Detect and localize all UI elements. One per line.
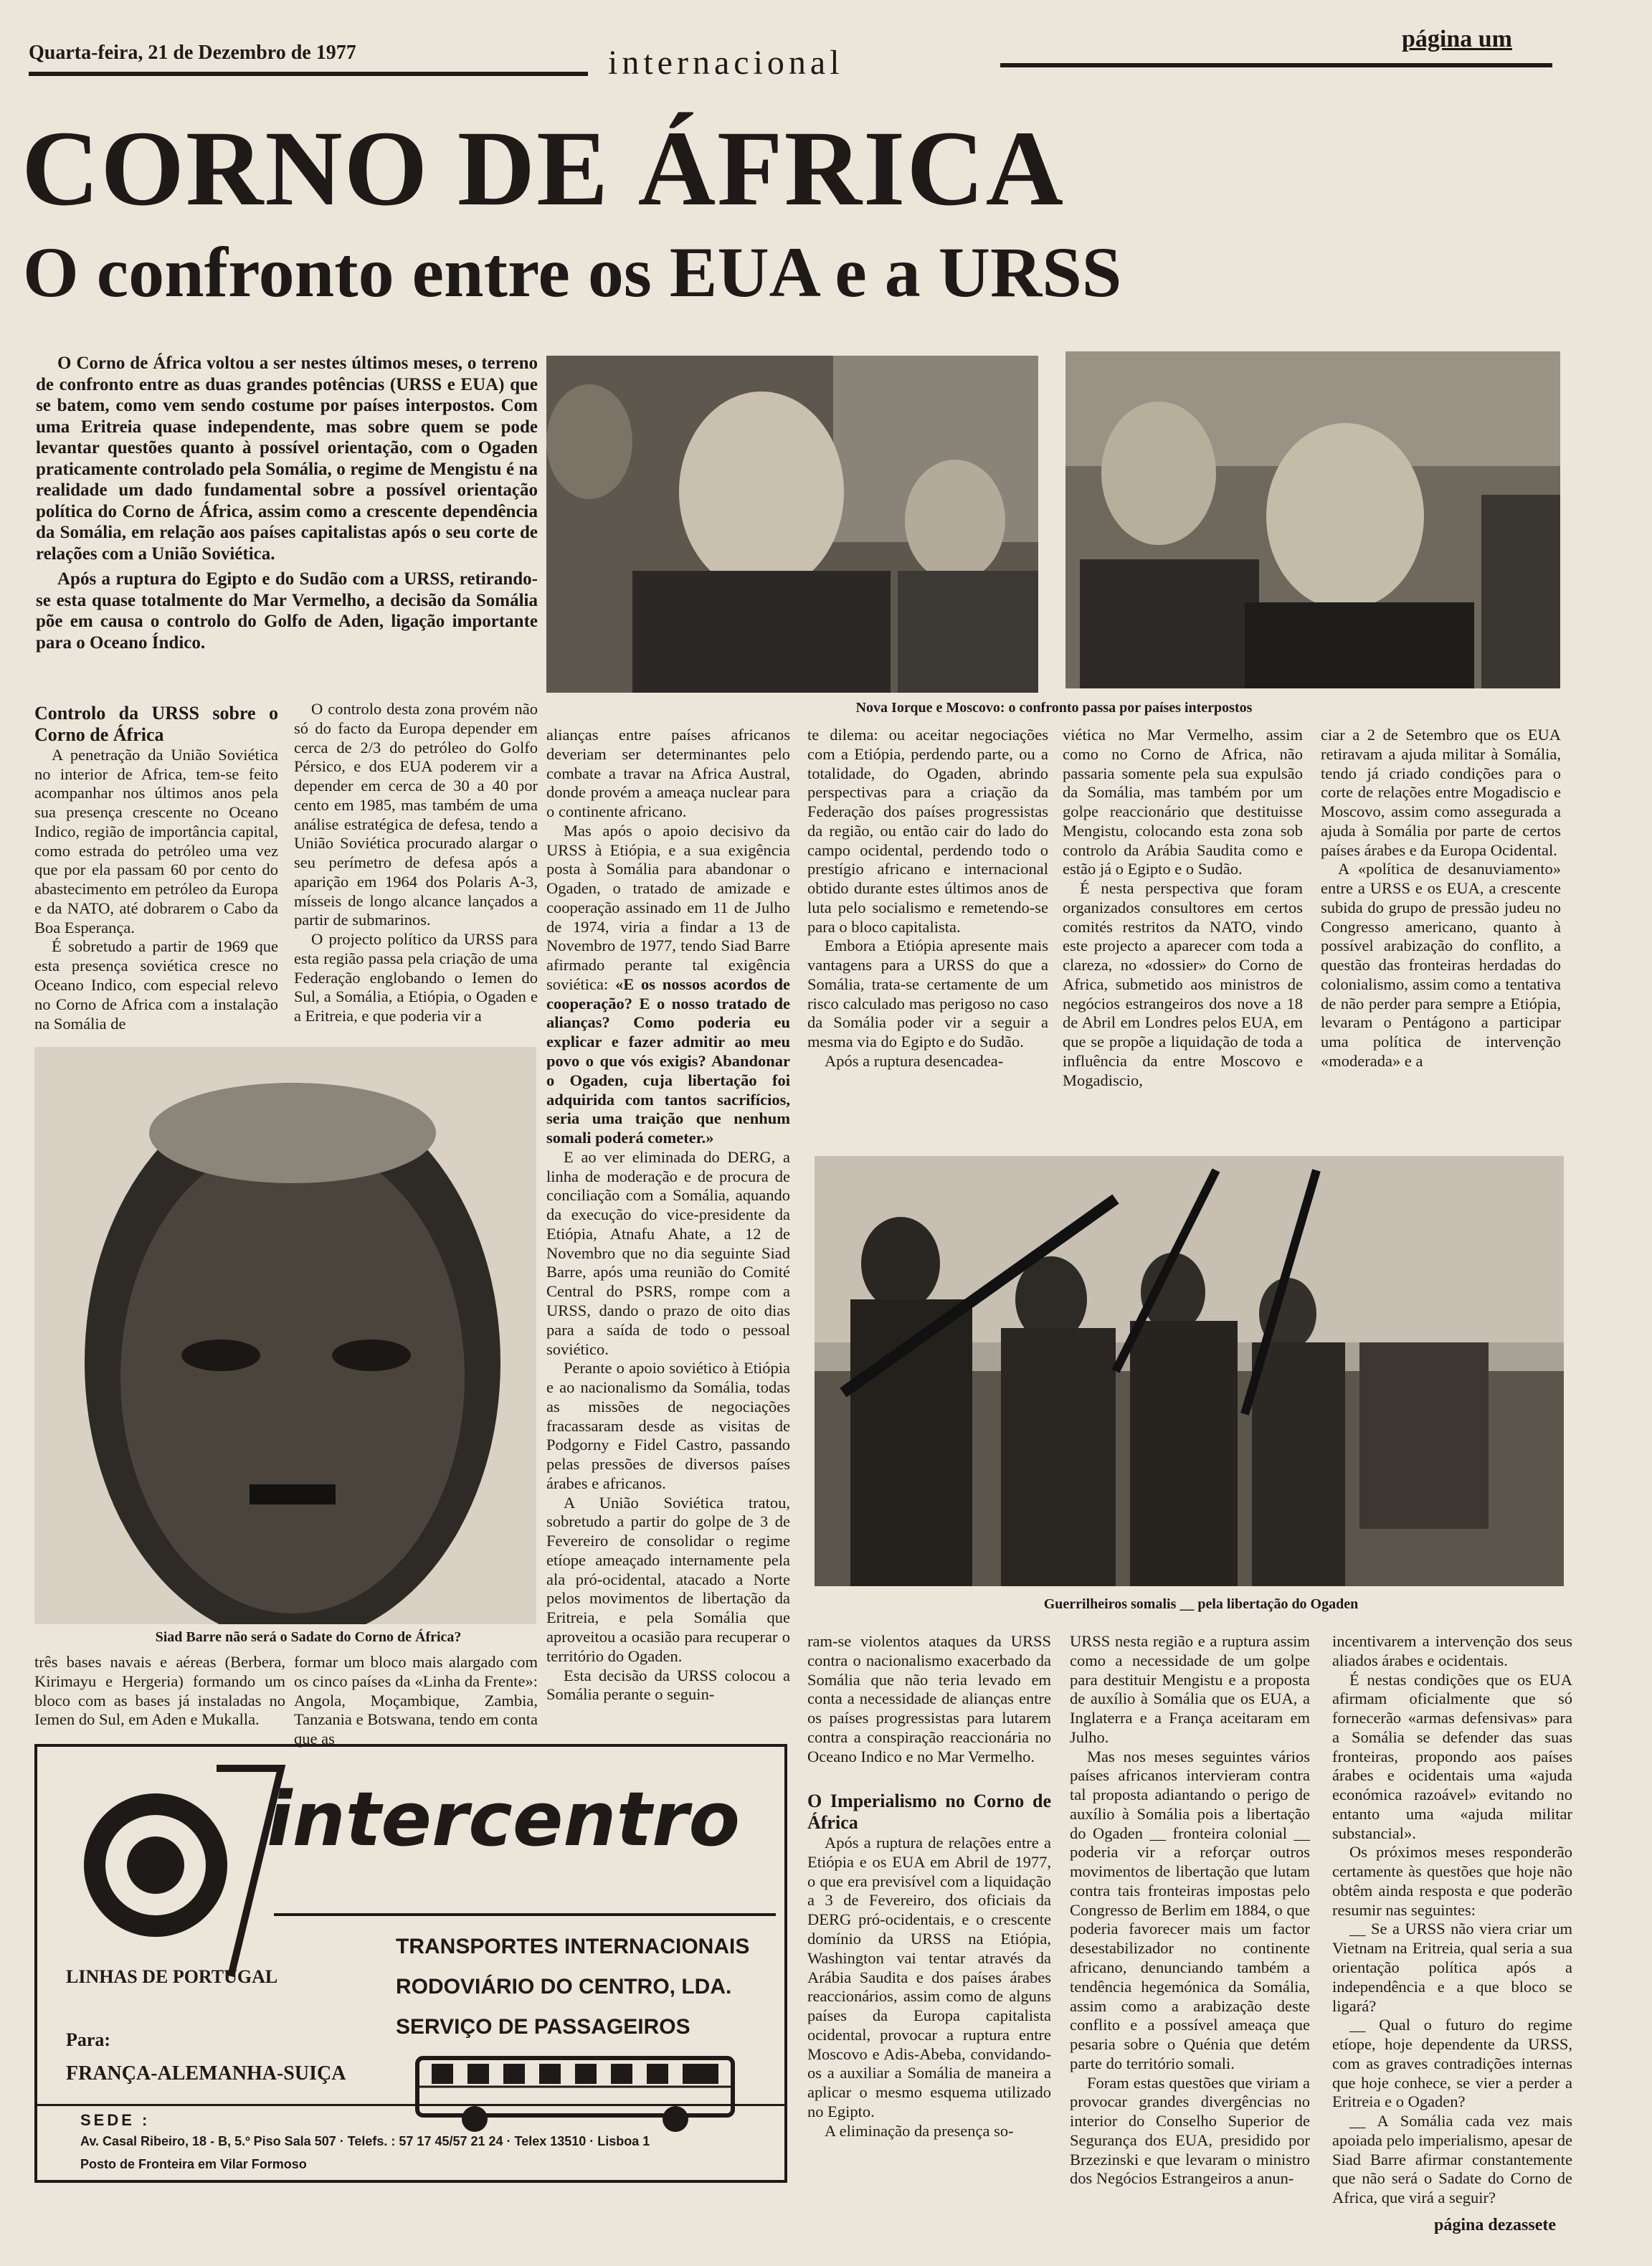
column-6-bottom xyxy=(1332,1632,1572,2208)
masthead-rule-right xyxy=(1000,63,1552,67)
paragraph: Foram estas questões que viriam a provocar grandes divergências no interior do Conselho Superior de Segurança dos EUA, presidido por Brzezinski e que levaram o ministro dos Negócios Estrangeiros a anun- xyxy=(1070,2073,1310,2188)
paragraph: A «política de desanuviamento» entre a URSS e os EUA, a crescente subida do grupo de pressão judeu no Congresso americano, quanto à possível arabização do conflito, a questão das fronteiras herdadas do colonialismo, assim como a tentativa de não perder para sempre a Etiópia, levaram o Pentágono a participar uma política de intervenção «moderada» e a xyxy=(1321,860,1561,1071)
column-1-bottom xyxy=(34,1653,285,1730)
portrait-caption: Siad Barre não será o Sadate do Corno de África? xyxy=(155,1629,462,1645)
headline-subtitle: O confronto entre os EUA e a URSS xyxy=(23,232,1122,312)
headline-title: CORNO DE ÁFRICA xyxy=(22,109,1065,228)
section-title: internacional xyxy=(608,44,844,82)
ad-brand: intercentro xyxy=(267,1776,740,1863)
paragraph: incentivarem a intervenção dos seus aliados árabes e ocidentais. xyxy=(1332,1632,1572,1669)
lead-paragraphs xyxy=(36,353,538,658)
masthead-rule-left xyxy=(29,72,588,76)
paragraph: __ Se a URSS não viera criar um Vietnam na Eritreia, qual seria a sua orientação política após a independência e a que bloco se ligará? xyxy=(1332,1920,1572,2015)
paragraph: A penetração da União Soviética no interior de Africa, tem-se feito acompanhar nos últimos anos pela sua presença crescente no Oceano Indico, região de importância capital, como estrada do petróleo uma vez que por ela passam 60 por cento do abastecimento em petróleo da Europa e da NATO, até dobrarem o Cabo da Boa Esperança. xyxy=(34,745,278,937)
issue-date: Quarta-feira, 21 de Dezembro de 1977 xyxy=(29,42,356,64)
column-3 xyxy=(546,726,790,1705)
ad-divider xyxy=(37,2104,784,2106)
ad-line-2: RODOVIÁRIO DO CENTRO, LDA. xyxy=(396,1975,732,1999)
ad-brand-rule xyxy=(274,1913,776,1916)
paragraph: te dilema: ou aceitar negociações com a Etiópia, perdendo parte, ou a totalidade, do Ogaden, abrindo perspectivas para a criação da Federação dos países progressistas da região, ou então cair do lado do campo ocidental, perdendo todo o prestígio africano e internacional obtido durante estes últimos anos de luta pelo socialismo e remetendo-se para o bloco capitalista. xyxy=(807,726,1048,936)
paragraph-text: Mas após o apoio decisivo da URSS à Etiópia, e a sua exigência posta à Somália para abandonar o Ogaden, o tratado de amizade e cooperação assinado em 11 de Julho de 1974, viria a findar a 13 de Novembro de 1977, tendo Siad Barre afirmado perante tal exigência soviética: xyxy=(546,821,790,993)
paragraph: E ao ver eliminada do DERG, a linha de moderação e de procura de conciliação com a Somália, aquando da execução do vice-presidente da Etiópia, Atnafu Ahate, a 12 de Novembro que no dia seguinte Siad Barre, após uma reunião do Comité Central do PSRS, rompe com a URSS, dando o prazo de oito dias para a saída de todo o pessoal soviético. xyxy=(546,1147,790,1358)
column-5 xyxy=(1063,726,1303,1091)
photo-siad-barre xyxy=(34,1047,536,1624)
quote-siad-barre: «E os nossos acordos de cooperação? E o nosso tratado de alianças? Como poderia eu explicar e fazer admitir ao meu povo o que vós exigis? Abandonar o Ogaden, cuja libertação foi adquirida com tantos sacrifícios, seria uma traição que nenhum somali poderá cometer.» xyxy=(546,975,790,1147)
paragraph: alianças entre países africanos deveriam ser determinantes pelo combate a travar na Africa Austral, donde provém a ameaça nuclear para o continente africano. xyxy=(546,726,790,821)
paragraph: É sobretudo a partir de 1969 que esta presença soviética cresce no Oceano Indico, com especial relevo no Corno de Africa com a instalação na Somália de xyxy=(34,937,278,1033)
paragraph: Embora a Etiópia apresente mais vantagens para a URSS do que a Somália, trata-se certamente de um risco calculado mas perigoso no caso da Somália poder vir a seguir a mesma via do Egipto e do Sudão. xyxy=(807,937,1048,1051)
ad-para-label: Para: xyxy=(66,2029,111,2050)
paragraph: três bases navais e aéreas (Berbera, Kirimayu e Hergeria) formando um bloco com as bases já instaladas no Iemen do Sul, em Aden e Mukalla. xyxy=(34,1653,285,1729)
photo-caption-top: Nova Iorque e Moscovo: o confronto passa por países interpostos xyxy=(855,700,1253,716)
subheading-controlo: Controlo da URSS sobre o Corno de África xyxy=(34,703,278,745)
paragraph: O controlo desta zona provém não só do facto da Europa depender em cerca de 2/3 do petróleo do Golfo Pérsico, e dos EUA poderem vir a depender em cerca de 30 a 40 por cento em 1985, mas também de uma análise estratégica de defesa, tendo a União Soviética procurado alargar o seu perímetro de defesa após a aparição em 1964 dos Polaris A-3, mísseis de longo alcance lançados a partir de submarinos. xyxy=(294,700,538,929)
paragraph: URSS nesta região e a ruptura assim como a necessidade de um golpe para destituir Mengistu e a proposta de auxílio à Somália que os EUA, a Inglaterra e a França aceitaram em Julho. xyxy=(1070,1632,1310,1746)
ad-sede-label: SEDE : xyxy=(80,2111,151,2129)
paragraph: A União Soviética tratou, sobretudo a partir do golpe de 3 de Fevereiro de consolidar o regime etíope ameaçado internamente pela ala pró-ocidental, atacado a Norte pelos movimentos de libertação da Eritreia, e pela Somália que aproveitou a ocasião para recuperar o território do Ogaden. xyxy=(546,1493,790,1665)
paragraph: viética no Mar Vermelho, assim como no Corno de Africa, não passaria somente pela sua expulsão da Somália, mas também por um golpe reaccionário que destituisse Mengistu, colocando esta zona sob controlo da Arábia Saudita como e estão já o Egipto e o Sudão. xyxy=(1063,726,1303,878)
paragraph: ciar a 2 de Setembro que os EUA retiravam a ajuda militar à Somália, tendo já criado condições para o corte de relações entre Mogadiscio e Moscovo, assim como assegurada a ajuda à Somália por parte de certos países árabes e da Europa Ocidental. xyxy=(1321,726,1561,859)
paragraph xyxy=(546,822,790,1148)
page-folio: página dezassete xyxy=(1434,2216,1556,2234)
paragraph: __ Qual o futuro do regime etíope, hoje dependente da URSS, com as graves contradições internas que hoje conhece, se vier a perder a Eritreia e o Ogaden? xyxy=(1332,2016,1572,2111)
column-5-bottom xyxy=(1070,1632,1310,2189)
ad-destinations: FRANÇA-ALEMANHA-SUIÇA xyxy=(66,2062,346,2085)
ad-address: Av. Casal Ribeiro, 18 - B, 5.º Piso Sala 507 · Telefs. : 57 17 45/57 21 24 · Telex 13510 · Lisboa 1 xyxy=(80,2134,650,2148)
paragraph: __ A Somália cada vez mais apoiada pelo imperialismo, apesar de Siad Barre afirmar constantemente que não será o Sadate do Corno de Africa, que virá a seguir? xyxy=(1332,2112,1572,2207)
column-6 xyxy=(1321,726,1561,1071)
bus-icon xyxy=(410,2051,740,2137)
paragraph: formar um bloco mais alargado com os cinco países da «Linha da Frente»: Angola, Moçambique, Zambia, Tanzania e Botswana, tendo em conta que as xyxy=(294,1653,538,1748)
ad-line-1: TRANSPORTES INTERNACIONAIS xyxy=(396,1935,750,1958)
paragraph: Perante o apoio soviético à Etiópia e ao nacionalismo da Somália, todas as missões de negociações fracassaram desde as visitas de Podgorny e Fidel Castro, passando pelas pressões de diversos países árabes e africanos. xyxy=(546,1359,790,1492)
paragraph: Os próximos meses responderão certamente às questões que hoje não obtêm ainda resposta e que poderão resumir nas seguintes: xyxy=(1332,1843,1572,1919)
guerrilla-caption: Guerrilheiros somalis __ pela libertação do Ogaden xyxy=(1043,1596,1359,1612)
photo-moscow xyxy=(1065,351,1560,688)
ad-line-3: SERVIÇO DE PASSAGEIROS xyxy=(396,2015,690,2039)
lead-paragraph: Após a ruptura do Egipto e do Sudão com a URSS, retirando-se esta quase totalmente do Mar Vermelho, a decisão da Somália põe em causa o controlo do Golfo de Aden, ligação importante para o Oceano Índico. xyxy=(36,569,538,653)
paragraph: O projecto político da URSS para esta região passa pela criação de uma Federação englobando o Iemen do Sul, a Somália, a Etiópia, o Ogaden e a Eritreia, e que poderia vir a xyxy=(294,930,538,1025)
subheading-imperialismo: O Imperialismo no Corno de África xyxy=(807,1791,1051,1834)
paragraph: Esta decisão da URSS colocou a Somália perante o seguin- xyxy=(546,1666,790,1704)
paragraph: A eliminação da presença so- xyxy=(825,2121,1014,2140)
paragraph: É nesta perspectiva que foram organizados consultores em certos comités restritos da NATO, vindo este projecto a aparecer com toda a clareza, no «dossier» do Corno de Africa, submetido aos ministros de negócios estrangeiros dos nove a 18 de Abril em Londres pelos EUA, em que se propõe a liquidação de toda a influência da entre Moscovo e Mogadiscio, xyxy=(1063,879,1303,1089)
ad-tagline: LINHAS DE PORTUGAL xyxy=(66,1966,278,1987)
column-4 xyxy=(807,726,1048,1071)
advertisement-intercentro xyxy=(34,1744,787,2183)
paragraph: É nestas condições que os EUA afirmam oficialmente que só fornecerão «armas defensivas» para a Somália se defender das suas fronteiras, propondo aos países árabes e ocidentais uma «ajuda económica razoável» evitando no entanto uma «ajuda militar substancial». xyxy=(1332,1670,1572,1842)
paragraph: Após a ruptura desencadea- xyxy=(825,1052,1004,1071)
page-label: página um xyxy=(1402,26,1512,52)
paragraph: Mas nos meses seguintes vários países africanos intervieram contra tal proposta adiantando o perigo de auxílio à Somália pois a libertação do Ogaden __ fronteira colonial __ poderia vir a reforçar outros movimentos de libertação que lutam contra tais fronteiras impostas pelo Congresso de Berlim em 1884, o que poderia favorecer mais um factor desestabilizador no continente africano, denunciando também a tendência hegemónica da Somália, assim como a arabização deste conflito e a possível ameaça que pesaria sobre o Quénia que detém parte do território somali. xyxy=(1070,1747,1310,2072)
column-2-bottom xyxy=(294,1653,538,1749)
paragraph: ram-se violentos ataques da URSS contra o nacionalismo exacerbado da Somália que não teria levado em conta a necessidade de alianças entre os países progressistas para lutarem contra a conspiração reaccionária no Oceano Indico e no Mar Vermelho. xyxy=(807,1632,1051,1765)
ad-border-post: Posto de Fronteira em Vilar Formoso xyxy=(80,2157,307,2171)
photo-new-york xyxy=(546,356,1038,693)
photo-guerrilheiros xyxy=(815,1156,1564,1586)
paragraph: Após a ruptura de relações entre a Etiópia e os EUA em Abril de 1977, o que era previsível com a liquidação a 3 de Fevereiro, dos oficiais da DERG pró-ocidentais, e o crescente domínio da URSS na Etiópia, Washington vai tentar através da Arábia Saudita e dos países árabes reaccionários, assim como de alguns países da Europa capitalista ocidental, provocar a ruptura entre Moscovo e Adis-Abeba, convidando-os a auxiliar a Somália de maneira a aplicar o mesmo esquema utilizado no Egipto. xyxy=(807,1834,1051,2120)
column-1 xyxy=(34,703,278,1033)
lead-paragraph: O Corno de África voltou a ser nestes últimos meses, o terreno de confronto entre as duas grandes potências (URSS e EUA) que se batem, como vem sendo costume por países interpostos. Com uma Eritreia quase independente, mas sobre quem se pode levantar questões quanto à possível orientação, com o Ogaden praticamente controlado pela Somália, o regime de Mengistu é na realidade um dado fundamental sobre a possível orientação política do Corno de África, assim como a crescente dependência da Somália, em relação aos países capitalistas após o seu corte de relações com a União Soviética. xyxy=(36,354,538,564)
column-2 xyxy=(294,700,538,1026)
column-4-bottom xyxy=(807,1632,1051,2141)
